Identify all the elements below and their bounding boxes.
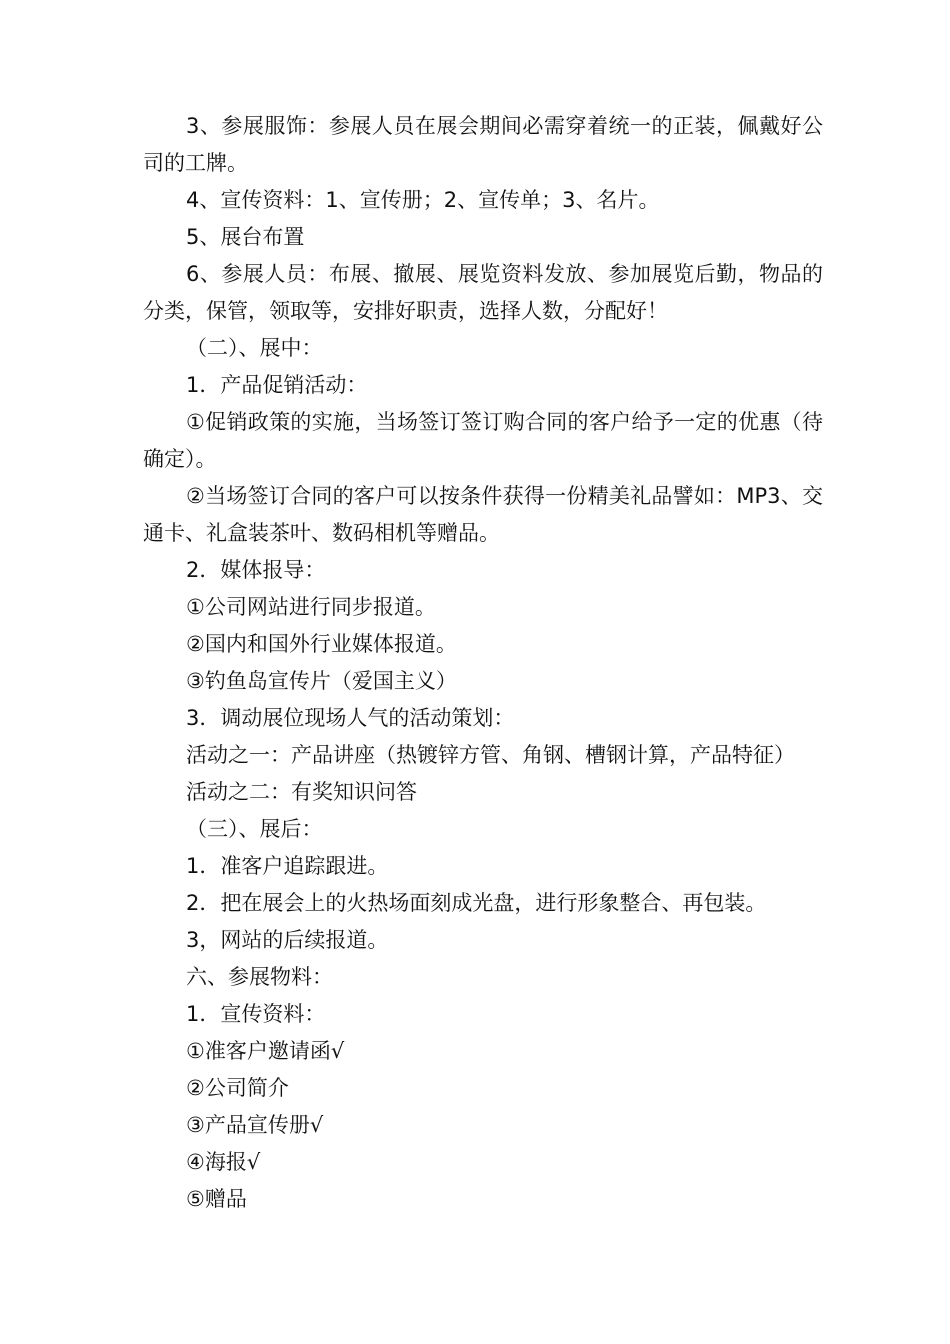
list-item-material-5: ⑤赠品 bbox=[186, 1187, 247, 1211]
list-item-media-3: ③钓鱼岛宣传片（爱国主义） bbox=[186, 669, 457, 693]
list-item-activity-2: 活动之二：有奖知识问答 bbox=[186, 780, 417, 804]
heading-materials: 六、参展物料： bbox=[186, 965, 333, 989]
heading-media: 2．媒体报导： bbox=[186, 558, 326, 582]
paragraph-staff: 6、参展人员：布展、撤展、展览资料发放、参加展览后勤，物品的分类，保管，领取等，安排好职责，选择人数，分配好！ bbox=[143, 262, 823, 323]
list-item-after-2: 2．把在展会上的火热场面刻成光盘，进行形象整合、再包装。 bbox=[186, 891, 767, 915]
paragraph-booth-setup: 5、展台布置 bbox=[186, 225, 305, 249]
list-item-activity-1: 活动之一：产品讲座（热镀锌方管、角钢、槽钢计算，产品特征） bbox=[186, 743, 795, 767]
heading-promotion: 1．产品促销活动： bbox=[186, 373, 368, 397]
heading-materials-promo: 1．宣传资料： bbox=[186, 1002, 326, 1026]
heading-after-show: （三）、展后： bbox=[186, 817, 323, 841]
list-item-media-2: ②国内和国外行业媒体报道。 bbox=[186, 632, 457, 656]
document-body bbox=[143, 108, 823, 1218]
list-item-after-3: 3，网站的后续报道。 bbox=[186, 928, 389, 952]
paragraph-promotion-policy: ①促销政策的实施，当场签订签订购合同的客户给予一定的优惠（待确定）。 bbox=[143, 410, 823, 471]
list-item-after-1: 1．准客户追踪跟进。 bbox=[186, 854, 389, 878]
list-item-material-4: ④海报√ bbox=[186, 1150, 261, 1174]
paragraph-gifts: ②当场签订合同的客户可以按条件获得一份精美礼品譬如：MP3、交通卡、礼盒装茶叶、数码相机等赠品。 bbox=[143, 484, 823, 545]
heading-during-show: （二）、展中： bbox=[186, 336, 323, 360]
list-item-material-2: ②公司简介 bbox=[186, 1076, 289, 1100]
list-item-media-1: ①公司网站进行同步报道。 bbox=[186, 595, 436, 619]
paragraph-promo-materials: 4、宣传资料：1、宣传册；2、宣传单；3、名片。 bbox=[186, 188, 660, 212]
paragraph-attire: 3、参展服饰：参展人员在展会期间必需穿着统一的正装，佩戴好公司的工牌。 bbox=[143, 114, 823, 175]
heading-activities: 3．调动展位现场人气的活动策划： bbox=[186, 706, 515, 730]
list-item-material-3: ③产品宣传册√ bbox=[186, 1113, 324, 1137]
list-item-material-1: ①准客户邀请函√ bbox=[186, 1039, 345, 1063]
